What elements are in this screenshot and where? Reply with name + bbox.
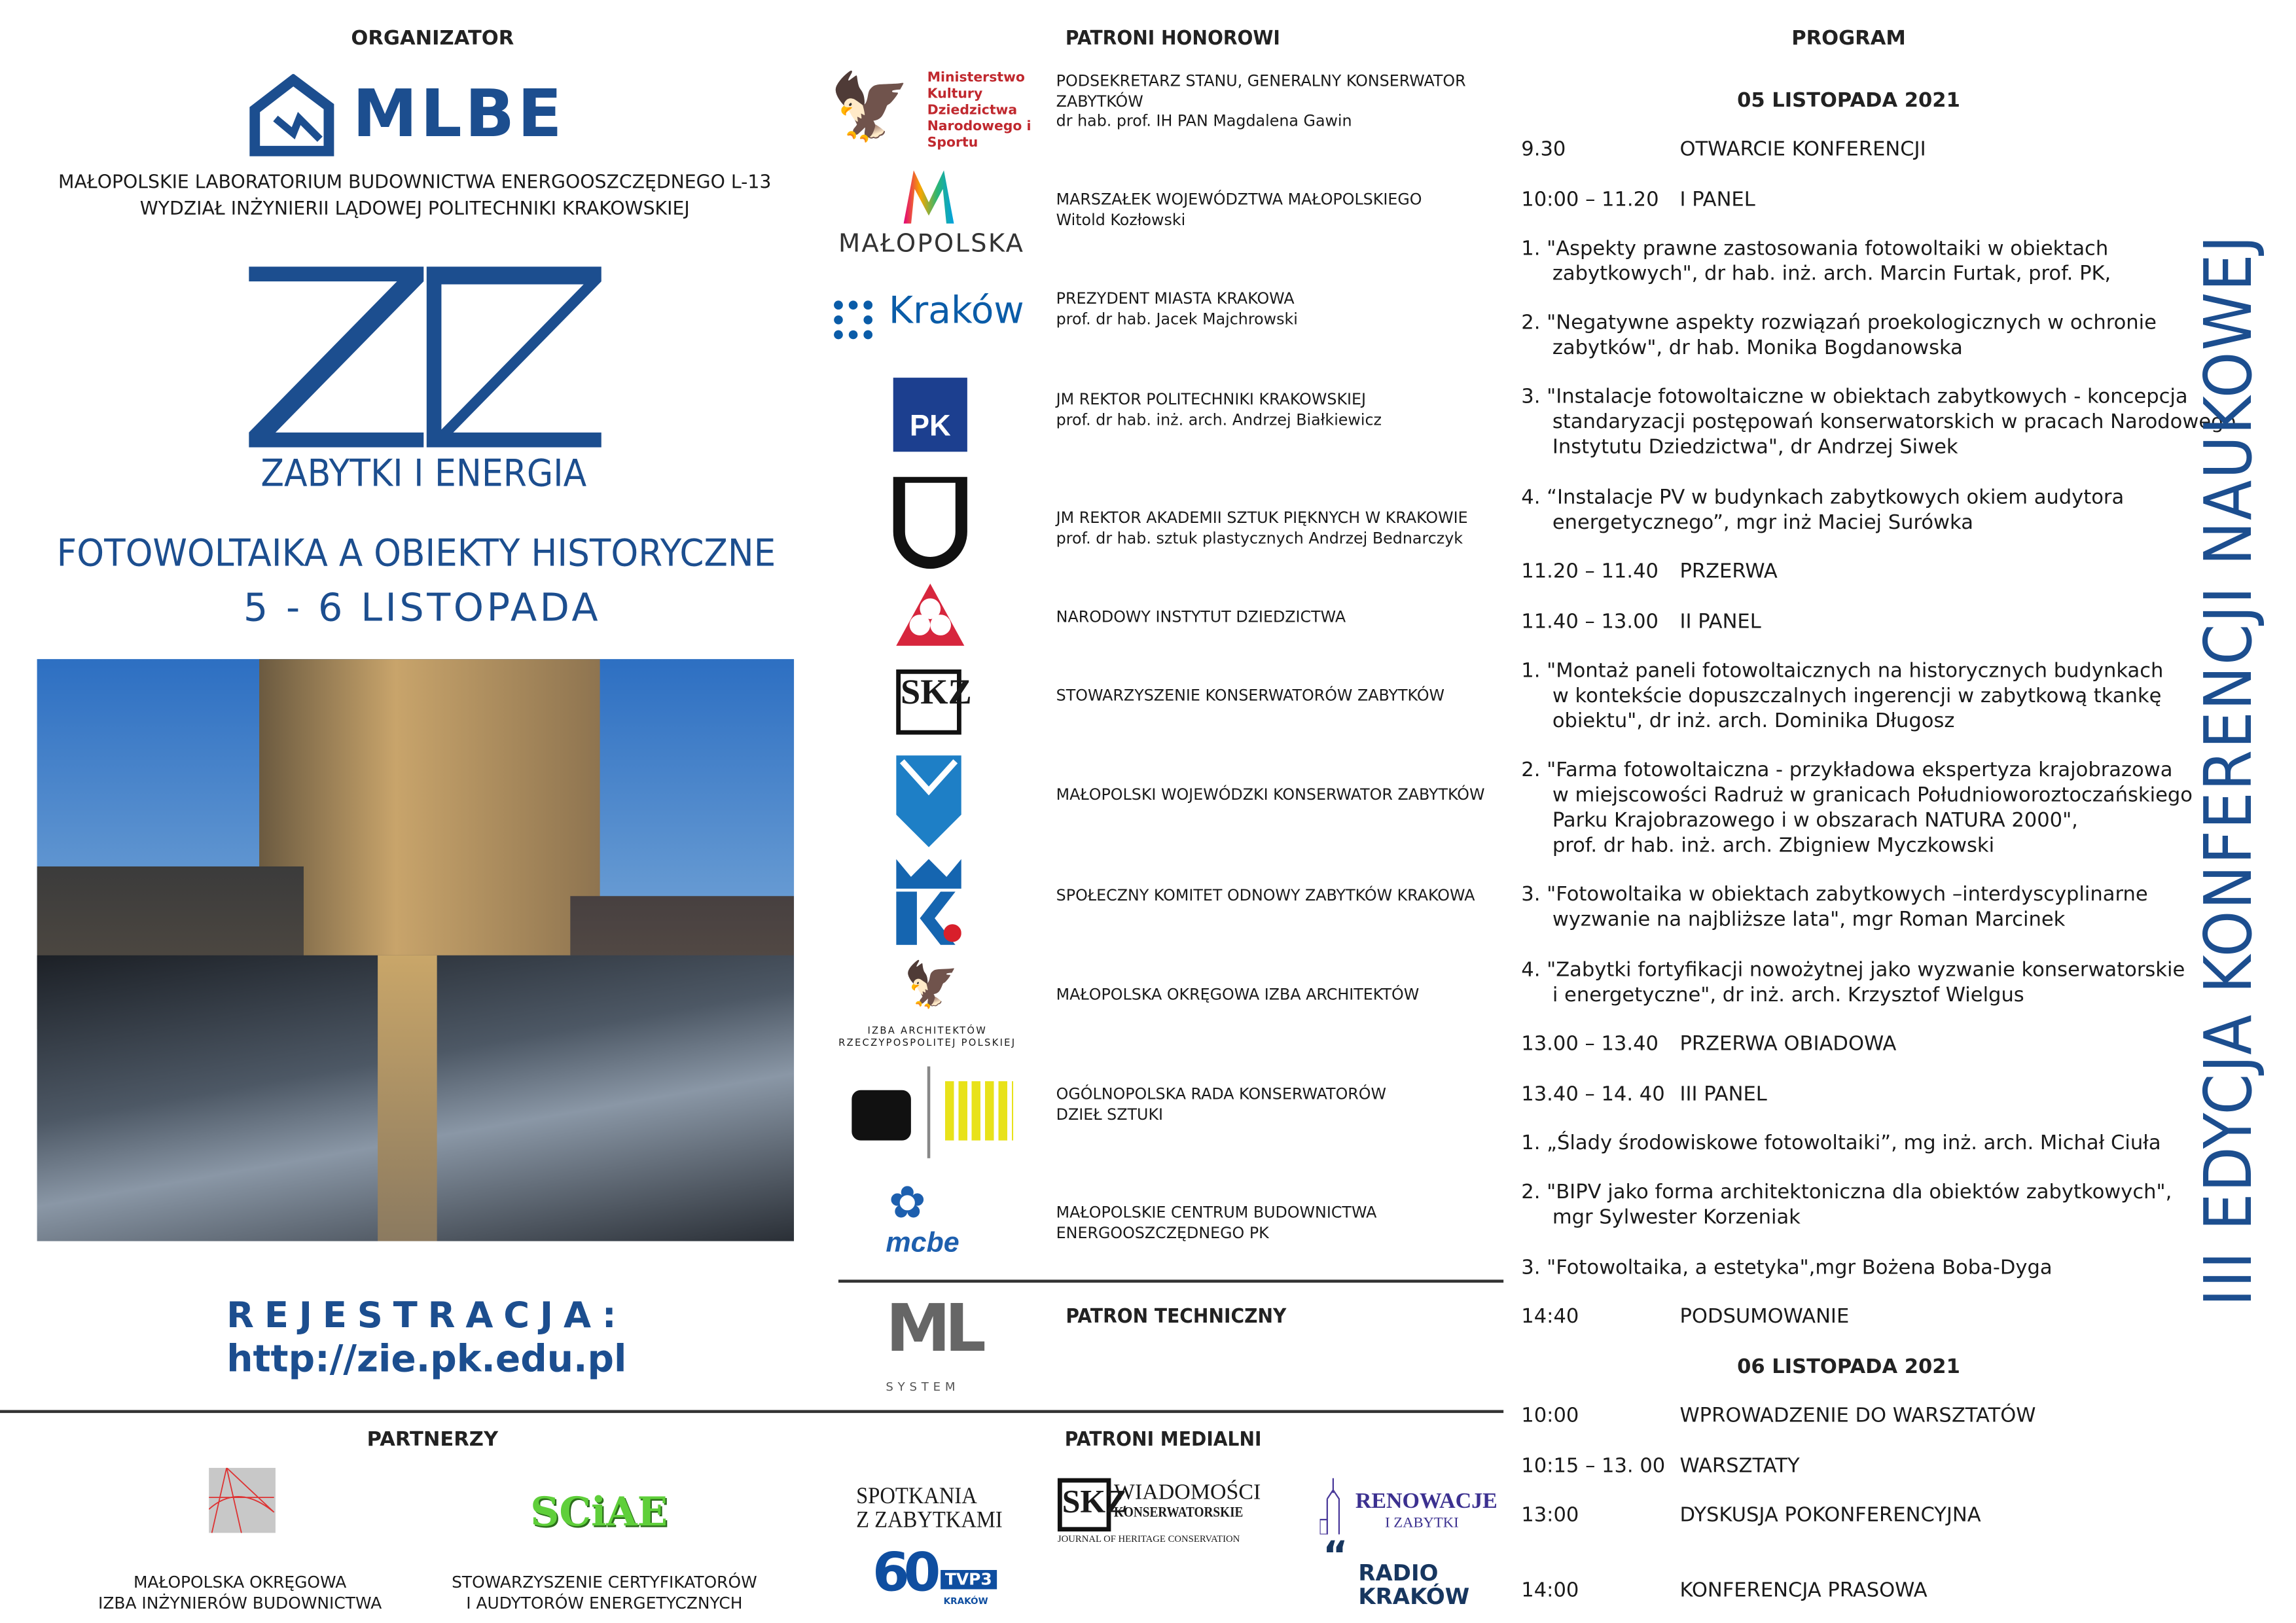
- skozk-logo: [829, 859, 1037, 948]
- slot-time: 10:00: [1521, 1404, 1579, 1428]
- patron-line: MAŁOPOLSKA OKRĘGOWA IZBA ARCHITEKTÓW: [1056, 986, 1420, 1005]
- mcbe-text: mcbe: [886, 1228, 960, 1259]
- slot-label: III PANEL: [1679, 1082, 1767, 1107]
- renowacje-subtitle: I ZABYTKI: [1385, 1515, 1459, 1532]
- patron-line: prof. dr hab. inż. arch. Andrzej Białkiewicz: [1056, 411, 1382, 429]
- patron-line: DZIEŁ SZTUKI: [1056, 1105, 1164, 1124]
- talk-line: 4. “Instalacje PV w budynkach zabytkowych okiem audytora: [1521, 486, 2125, 510]
- patron-line: JM REKTOR AKADEMII SZTUK PIĘKNYCH W KRAKOWIE: [1056, 509, 1468, 527]
- partners-heading: PARTNERZY: [367, 1427, 499, 1452]
- patron-skozk: [1056, 887, 1475, 908]
- section-divider: [0, 1410, 1503, 1414]
- ministerstwo-kultury-logo: 🦅 Ministerstwo Kultury Dziedzictwa Narodowego i Sportu: [829, 68, 1037, 157]
- malopolska-text: MAŁOPOLSKA: [838, 229, 1025, 260]
- pk-text: PK: [893, 378, 967, 452]
- patron-line: ZABYTKÓW: [1056, 92, 1143, 111]
- program-slot: [1521, 1454, 1800, 1479]
- talk-line: 2. "BIPV jako forma architektoniczna dla obiektów zabytkowych",: [1521, 1180, 2172, 1204]
- patron-line: dr hab. prof. IH PAN Magdalena Gawin: [1056, 113, 1352, 131]
- brand-name: ZABYTKI I ENERGIA: [260, 452, 587, 495]
- talk-line: 3. "Fotowoltaika, a estetyka",mgr Bożena Boba-Dyga: [1521, 1256, 2053, 1280]
- talk-line: 1. „Ślady środowiskowe fotowoltaiki”, mg inż. arch. Michał Ciuła: [1521, 1132, 2161, 1156]
- mlbe-logo: [249, 74, 604, 157]
- program-slot: [1521, 1578, 1928, 1604]
- ml-logo-sub: SYSTEM: [886, 1380, 960, 1394]
- slot-label: II PANEL: [1679, 610, 1761, 634]
- partner-sciae: [452, 1573, 757, 1614]
- program-talk: [1521, 1256, 2052, 1281]
- quote-icon: “: [1323, 1534, 1348, 1579]
- program-talk: [1521, 958, 2185, 1008]
- program-heading: PROGRAM: [1791, 26, 1906, 50]
- patron-mwkz: [1056, 787, 1485, 807]
- slot-time: 11.40 – 13.00: [1521, 610, 1659, 634]
- ork-logo: [829, 1067, 1037, 1156]
- slot-label: PRZERWA: [1679, 560, 1778, 584]
- patron-malopolska: [1056, 191, 1422, 231]
- talk-line: w miejscowości Radruż w granicach Południoworoztoczańskiego: [1552, 783, 2193, 808]
- talk-line: 3. "Instalacje fotowoltaiczne w obiektach zabytkowych - koncepcja: [1521, 385, 2188, 409]
- slot-time: 11.20 – 11.40: [1521, 560, 1659, 584]
- patron-line: prof. dr hab. Jacek Majchrowski: [1056, 310, 1298, 329]
- mwkz-logo: [829, 755, 1037, 844]
- organizer-line-2: WYDZIAŁ INŻYNIERII LĄDOWEJ POLITECHNIKI KRAKOWSKIEJ: [139, 197, 690, 219]
- program-talk: [1521, 385, 2236, 460]
- house-bolt-icon: [249, 74, 338, 157]
- talk-line: prof. dr hab. inż. arch. Zbigniew Myczkowski: [1552, 834, 1995, 858]
- program-slot: [1521, 188, 1755, 213]
- talk-line: i energetyczne", dr inż. arch. Krzysztof Wielgus: [1552, 983, 2024, 1007]
- ml-logo-text: ML: [886, 1291, 980, 1367]
- program-talk: [1521, 1132, 2161, 1156]
- program-slot: [1521, 610, 1761, 635]
- partner-moiib: [98, 1573, 382, 1614]
- radio-line: RADIO: [1358, 1560, 1439, 1586]
- spotkania-logo: [856, 1486, 1003, 1533]
- malopolska-logo: [829, 170, 1037, 259]
- slot-time: 13.00 – 13.40: [1521, 1032, 1659, 1056]
- program-slot: [1521, 1032, 1897, 1057]
- program-talk: [1521, 1181, 2172, 1231]
- krakow-text: Kraków: [888, 289, 1024, 332]
- talk-line: 2. "Farma fotowoltaiczna - przykładowa ekspertyza krajobrazowa: [1521, 758, 2173, 782]
- talk-line: standaryzacji postępowań konserwatorskich w pracach Narodowego: [1552, 410, 2236, 435]
- asp-krakow-logo: [829, 477, 1037, 566]
- patron-politechnika-krakowska: [1056, 391, 1382, 431]
- talk-line: 2. "Negatywne aspekty rozwiązań proekologicznych w ochronie: [1521, 311, 2157, 335]
- talk-line: energetycznego”, mgr inż Maciej Surówka: [1552, 510, 1973, 535]
- wiadomosci-konserwatorskie-logo: SKZ WIADOMOŚCI KONSERWATORSKIE JOURNAL OF HERITAGE CONSERVATION: [1058, 1478, 1280, 1546]
- patron-line: ENERGOOSZCZĘDNEGO PK: [1056, 1224, 1269, 1242]
- patron-line: prof. dr hab. sztuk plastycznych Andrzej Bednarczyk: [1056, 529, 1463, 548]
- mcbe-logo: ✿ mcbe: [829, 1177, 1037, 1266]
- wiadomosci-journal: JOURNAL OF HERITAGE CONSERVATION: [1057, 1534, 1240, 1545]
- patron-line: MARSZAŁEK WOJEWÓDZTWA MAŁOPOLSKIEGO: [1056, 190, 1422, 209]
- patron-line: JM REKTOR POLITECHNIKI KRAKOWSKIEJ: [1056, 391, 1367, 409]
- patron-line: OGÓLNOPOLSKA RADA KONSERWATORÓW: [1056, 1085, 1387, 1104]
- izba-text: IZBA ARCHITEKTÓW RZECZYPOSPOLITEJ POLSKIEJ: [838, 1025, 1016, 1049]
- mlbe-logo-text: MLBE: [352, 77, 565, 153]
- slot-time: 13.40 – 14. 40: [1521, 1082, 1665, 1107]
- partner-line: STOWARZYSZENIE CERTYFIKATORÓW: [452, 1573, 757, 1592]
- patron-asp-krakow: [1056, 510, 1468, 550]
- krakow-logo: [829, 289, 1037, 378]
- patron-line: STOWARZYSZENIE KONSERWATORÓW ZABYTKÓW: [1056, 687, 1445, 705]
- patron-ministerstwo-kultury: [1056, 73, 1466, 133]
- organizer-line-1: MAŁOPOLSKIE LABORATORIUM BUDOWNICTWA ENERGOOSZCZĘDNEGO L-13: [58, 170, 772, 193]
- slot-label: KONFERENCJA PRASOWA: [1679, 1578, 1928, 1603]
- politechnika-krakowska-logo: [829, 378, 1037, 467]
- renowacje-logo: [1320, 1478, 1498, 1535]
- renowacje-title: RENOWACJE: [1355, 1489, 1498, 1514]
- tvp-city: KRAKÓW: [943, 1596, 988, 1607]
- radio-line: KRAKÓW: [1358, 1583, 1470, 1611]
- program-talk: [1521, 883, 2147, 933]
- conference-dates: 5 - 6 LISTOPADA: [243, 586, 601, 632]
- talk-line: wyzwanie na najbliższe lata", mgr Roman Marcinek: [1552, 908, 2066, 932]
- zabytki-energia-logo: [249, 266, 601, 447]
- slot-time: 14:40: [1521, 1304, 1579, 1329]
- nid-logo: [829, 580, 1037, 669]
- program-talk: [1521, 311, 2157, 361]
- patron-line: Witold Kozłowski: [1056, 211, 1186, 229]
- patron-skz: [1056, 687, 1444, 707]
- wiadomosci-title: WIADOMOŚCI: [1113, 1481, 1261, 1505]
- program-talk: [1521, 659, 2163, 734]
- patron-line: MAŁOPOLSKI WOJEWÓDZKI KONSERWATOR ZABYTKÓW: [1056, 786, 1485, 804]
- program-talk: [1521, 237, 2111, 287]
- patron-izba-architektow: [1056, 986, 1420, 1007]
- talk-line: 1. "Montaż paneli fotowoltaicznych na historycznych budynkach: [1521, 659, 2164, 683]
- slot-label: WPROWADZENIE DO WARSZTATÓW: [1679, 1404, 2036, 1428]
- patron-ork: [1056, 1086, 1386, 1126]
- radio-krakow-text: [1358, 1560, 1470, 1611]
- cathedral-roof-photo: [37, 659, 794, 1241]
- church-icon: [1320, 1478, 1347, 1535]
- slot-label: I PANEL: [1679, 188, 1755, 212]
- spotkania-line: Z ZABYTKAMI: [856, 1507, 1003, 1533]
- skz-logo: SKZ: [829, 669, 1037, 758]
- izba-architektow-logo: 🦅 IZBA ARCHITEKTÓW RZECZYPOSPOLITEJ POLSKIEJ: [838, 959, 1016, 1049]
- program-slot: [1521, 1304, 1850, 1330]
- partner-line: I AUDYTORÓW ENERGETYCZNYCH: [466, 1594, 743, 1613]
- patron-nid: [1056, 609, 1346, 629]
- talk-line: obiektu", dr inż. arch. Dominika Długosz: [1552, 709, 1955, 734]
- edition-vertical-title: III EDYCJA KONFERENCJI NAUKOWEJ: [2191, 234, 2267, 1307]
- slot-time: 13:00: [1521, 1503, 1579, 1527]
- program-slot: [1521, 137, 1926, 162]
- moiib-logo: [209, 1468, 276, 1533]
- patron-line: PREZYDENT MIASTA KRAKOWA: [1056, 290, 1295, 308]
- media-heading: PATRONI MEDIALNI: [1064, 1427, 1262, 1452]
- spotkania-line: SPOTKANIA: [856, 1484, 977, 1510]
- slot-time: 9.30: [1521, 137, 1566, 162]
- registration-link[interactable]: http://zie.pk.edu.pl: [226, 1337, 627, 1381]
- tvp-badge: TVP3: [941, 1570, 996, 1589]
- partner-line: IZBA INŻYNIERÓW BUDOWNICTWA: [98, 1594, 382, 1613]
- wiadomosci-subtitle: KONSERWATORSKIE: [1113, 1505, 1244, 1522]
- talk-line: Instytutu Dziedzictwa", dr Andrzej Siwek: [1552, 435, 1958, 459]
- talk-line: Parku Krajobrazowego i w obszarach NATURA 2000",: [1552, 808, 2078, 832]
- patron-line: MAŁOPOLSKIE CENTRUM BUDOWNICTWA: [1056, 1204, 1377, 1222]
- program-slot: [1521, 1082, 1767, 1107]
- program-slot: [1521, 1503, 1981, 1528]
- program-slot: [1521, 1404, 2036, 1429]
- slot-time: 14:00: [1521, 1578, 1579, 1603]
- talk-line: w kontekście dopuszczalnych ingerencji w zabytkową tkankę: [1552, 684, 2162, 708]
- tvp3-krakow-logo: [872, 1543, 1006, 1611]
- program-talk: [1521, 486, 2124, 536]
- sciae-logo: SCiAE: [530, 1489, 668, 1536]
- slot-time: 10:00 – 11.20: [1521, 188, 1659, 212]
- honorary-heading: PATRONI HONOROWI: [1065, 26, 1280, 50]
- slot-label: WARSZTATY: [1679, 1454, 1800, 1478]
- registration-label: REJESTRACJA:: [226, 1294, 627, 1336]
- talk-line: zabytkowych", dr hab. inż. arch. Marcin Furtak, prof. PK,: [1552, 262, 2111, 286]
- slot-label: OTWARCIE KONFERENCJI: [1679, 137, 1926, 162]
- talk-line: 4. "Zabytki fortyfikacji nowożytnej jako wyzwanie konserwatorskie: [1521, 958, 2185, 982]
- talk-line: zabytków", dr hab. Monika Bogdanowska: [1552, 336, 1963, 360]
- slot-label: PODSUMOWANIE: [1679, 1304, 1850, 1329]
- patron-mcbe: [1056, 1204, 1377, 1244]
- day1-heading: 05 LISTOPADA 2021: [1737, 88, 1960, 113]
- tvp-60: 60: [872, 1543, 935, 1605]
- organizer-heading: ORGANIZATOR: [351, 26, 514, 50]
- ministry-text: Ministerstwo Kultury Dziedzictwa Narodowego i Sportu: [927, 71, 1031, 151]
- patron-line: PODSEKRETARZ STANU, GENERALNY KONSERWATOR: [1056, 72, 1466, 91]
- patron-line: SPOŁECZNY KOMITET ODNOWY ZABYTKÓW KRAKOWA: [1056, 887, 1475, 905]
- patron-krakow: [1056, 291, 1298, 330]
- patron-line: NARODOWY INSTYTUT DZIEDZICTWA: [1056, 609, 1346, 627]
- talk-line: 1. "Aspekty prawne zastosowania fotowoltaiki w obiektach: [1521, 237, 2109, 261]
- day2-heading: 06 LISTOPADA 2021: [1737, 1355, 1960, 1380]
- ml-system-logo: [883, 1291, 986, 1398]
- slot-label: PRZERWA OBIADOWA: [1679, 1032, 1897, 1056]
- technical-heading: PATRON TECHNICZNY: [1066, 1304, 1287, 1329]
- talk-line: mgr Sylwester Korzeniak: [1552, 1205, 1801, 1230]
- program-talk: [1521, 758, 2193, 859]
- slot-time: 10:15 – 13. 00: [1521, 1454, 1666, 1478]
- technical-divider: [838, 1279, 1503, 1283]
- conference-title: FOTOWOLTAIKA A OBIEKTY HISTORYCZNE: [56, 531, 776, 575]
- partner-line: MAŁOPOLSKA OKRĘGOWA: [133, 1573, 347, 1592]
- program-slot: [1521, 560, 1778, 584]
- slot-label: DYSKUSJA POKONFERENCYJNA: [1679, 1503, 1981, 1527]
- talk-line: 3. "Fotowoltaika w obiektach zabytkowych –interdyscyplinarne: [1521, 882, 2148, 907]
- radio-krakow-logo: [1323, 1534, 1486, 1614]
